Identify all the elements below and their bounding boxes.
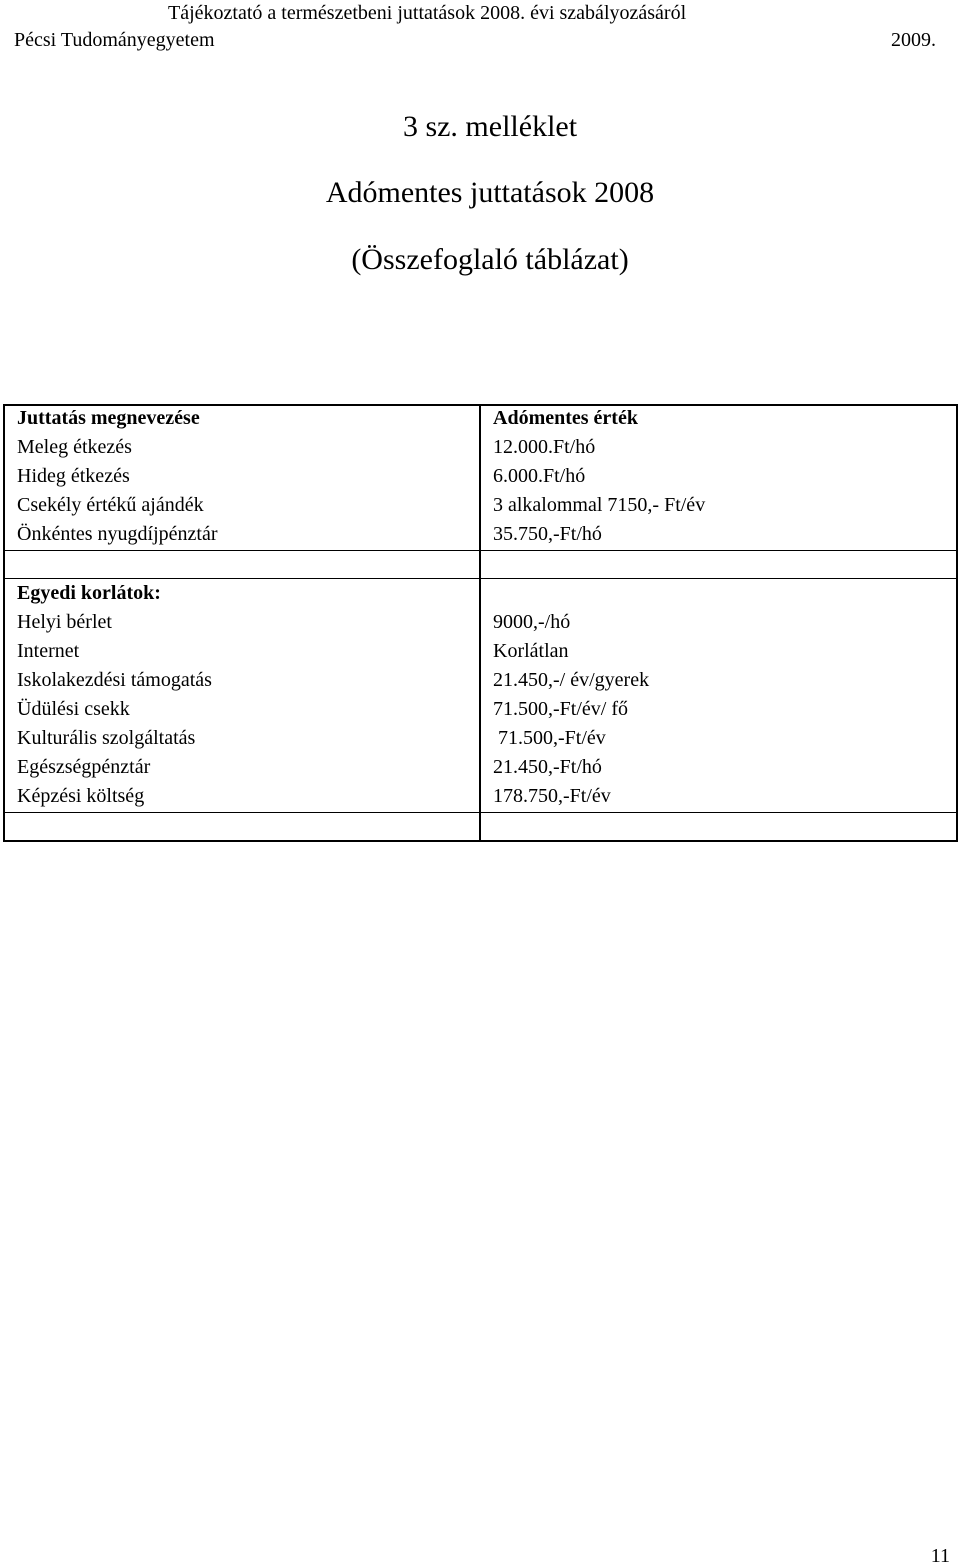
table-row-name: Internet (17, 640, 80, 662)
table-row-value: 21.450,-/ év/gyerek (493, 669, 650, 691)
table-row-value: Korlátlan (493, 640, 569, 662)
table-row-value: 178.750,-Ft/év (493, 785, 611, 807)
column-header-value: Adómentes érték (493, 407, 638, 429)
table-row-value: 6.000.Ft/hó (493, 465, 586, 487)
page-number: 11 (930, 1545, 950, 1567)
table-row-value: 9000,-/hó (493, 611, 571, 633)
column-header-benefit: Juttatás megnevezése (17, 407, 200, 429)
main-title: Adómentes juttatások 2008 (325, 176, 655, 209)
table-column-divider (479, 404, 481, 842)
section-title-individual-limits: Egyedi korlátok: (17, 582, 161, 604)
table-row-value: 35.750,-Ft/hó (493, 523, 602, 545)
table-row-name: Képzési költség (17, 785, 145, 807)
table-row-name: Csekély értékű ajándék (17, 494, 204, 516)
table-row-divider (3, 550, 958, 551)
table-row-name: Helyi bérlet (17, 611, 112, 633)
annex-title: 3 sz. melléklet (402, 110, 578, 143)
header-title: Tájékoztató a természetbeni juttatások 2008. évi szabályozásáról (168, 2, 687, 24)
header-institution: Pécsi Tudományegyetem (14, 29, 215, 51)
sub-title: (Összefoglaló táblázat) (351, 243, 629, 276)
benefits-table (3, 404, 958, 842)
table-row-value: 71.500,-Ft/év (493, 727, 606, 749)
table-row-value: 3 alkalommal 7150,- Ft/év (493, 494, 706, 516)
table-row-name: Hideg étkezés (17, 465, 130, 487)
table-row-name: Kulturális szolgáltatás (17, 727, 196, 749)
table-row-value: 71.500,-Ft/év/ fő (493, 698, 628, 720)
table-row-name: Egészségpénztár (17, 756, 151, 778)
table-row-value: 12.000.Ft/hó (493, 436, 596, 458)
header-year: 2009. (891, 29, 936, 51)
table-row-name: Önkéntes nyugdíjpénztár (17, 523, 218, 545)
table-border-right (956, 404, 958, 842)
table-row-divider (3, 812, 958, 813)
table-row-value: 21.450,-Ft/hó (493, 756, 602, 778)
table-row-name: Meleg étkezés (17, 436, 132, 458)
table-border-left (3, 404, 5, 842)
table-row-name: Iskolakezdési támogatás (17, 669, 212, 691)
table-row-name: Üdülési csekk (17, 698, 130, 720)
